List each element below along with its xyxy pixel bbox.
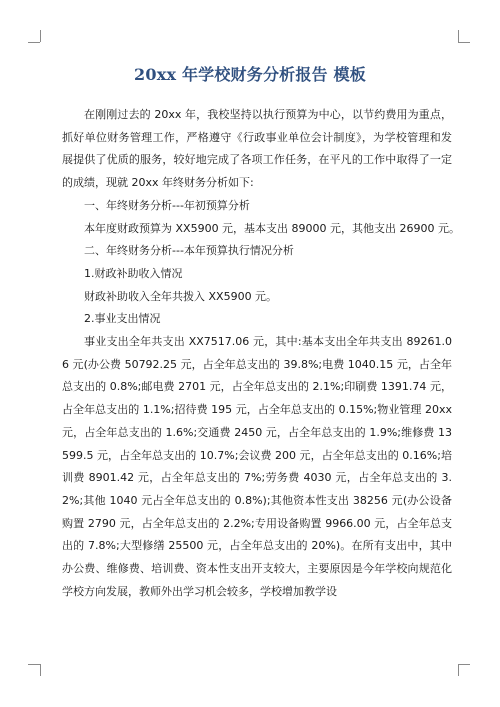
document-title: 20xx 年学校财务分析报告 模板 bbox=[134, 65, 366, 84]
subsection-body-1: 财政补助收入全年共拨入 XX5900 元。 bbox=[84, 289, 278, 303]
intro-paragraph: 在刚刚过去的 20xx 年，我校坚持以执行预算为中心，以节约费用为重点，抓好单位财务管理工作，严格遵守《行政事业单位会计制度》，为学校管理和发展提供了优质的服务，较好地完成了各项工作任务，在平凡的工作中取得了一定的成绩，现就 20xx 年终财务分析如下: bbox=[62, 108, 452, 190]
expenditure-paragraph: 事业支出全年共支出 XX7517.06 元，其中:基本支出全年共支出 89261.06 元(办公费 50792.25 元，占全年总支出的 39.8%;电费 1040.15 元，占全年总支出的 0.8%;邮电费 2701 元，占全年总支出的 2.1%;印刷费 1391.74 元，占全年总支出的 1.1%;招待费 195 元，占全年总支出的 0.15%;物业管理 20xx 元，占全年总支出的 1.6%;交通费 2450 元，占全年总支出的 1.9%;维修费 13599.5 元，占全年总支出的 10.7%;会议费 200 元，占全年总支出的 0.16%;培训费 8901.42 元，占全年总支出的 7%;劳务费 4030 元，占全年总支出的 3.2%;其他 1040 元占全年总支出的 0.8%);其他资本性支出 38256 元(办公设备购置 2790 元，占全年总支出的 2.2%;专用设备购置 9966.00 元，占全年总支出的 7.8%;大型修缮 25500 元，占全年总支出的 20%)。在所有支出中，其中办公费、维修费、培训费、资本性支出开支较大，主要原因是今年学校向规范化学校方向发展，教师外出学习机会较多，学校增加教学设 bbox=[62, 335, 452, 598]
section-heading-2: 二、年终财务分析---本年预算执行情况分析 bbox=[84, 244, 294, 258]
section-body-1: 本年度财政预算为 XX5900 元，基本支出 89000 元，其他支出 26900 元。 bbox=[84, 221, 461, 235]
subsection-heading-2: 2.事业支出情况 bbox=[84, 312, 161, 326]
document-body bbox=[62, 104, 461, 603]
subsection-heading-1: 1.财政补助收入情况 bbox=[84, 266, 183, 280]
section-heading-1: 一、年终财务分析---年初预算分析 bbox=[84, 198, 250, 212]
